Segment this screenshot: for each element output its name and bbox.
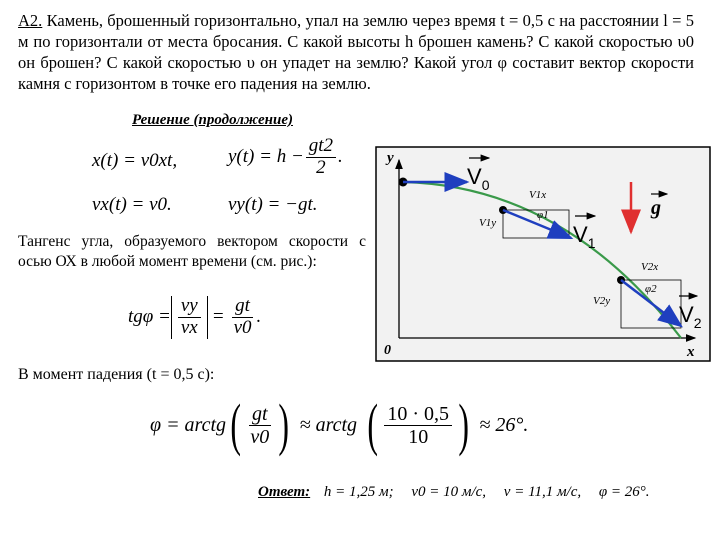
origin-label: 0	[384, 343, 391, 358]
solution-title: Решение (продолжение)	[132, 112, 293, 128]
answer-label: Ответ:	[258, 484, 311, 500]
vy-equation: vy(t) = −gt.	[228, 194, 318, 215]
vx-equation: vx(t) = v0.	[92, 194, 172, 215]
figure-frame	[376, 147, 710, 361]
v1-label: $V_1$	[573, 222, 596, 251]
phi2-label: φ2	[645, 283, 657, 295]
tg-end: .	[256, 306, 262, 328]
arctg-approx1: ≈ arctg	[299, 413, 358, 436]
tg-den2: v0	[233, 316, 252, 338]
problem-label: А2.	[18, 11, 43, 30]
trajectory-figure	[375, 146, 711, 362]
v2-label: $V_2$	[679, 302, 702, 331]
problem-statement	[18, 10, 694, 94]
tg-fraction2	[231, 296, 255, 339]
v2y-label: V2y	[593, 295, 611, 307]
answer-phi: φ = 26°.	[598, 484, 650, 500]
v1x-label: V1x	[529, 189, 547, 201]
arctg-den1: v0	[250, 425, 270, 448]
arctg-den2: 10	[408, 425, 429, 448]
answer-v0: v0 = 10 м/с,	[411, 484, 487, 500]
v1y-label: V1y	[479, 217, 497, 229]
problem-text: Камень, брошенный горизонтально, упал на землю через время t = 0,5 с на расстоянии l = 5 м по горизонтали от места бросания. С какой высоты h брошен камень? С какой скоростью υ0 он брошен? С какой скоростью υ он упадет на землю? Какой угол φ составит вектор скорости камня с горизонтом в точке его падения на землю.	[18, 11, 694, 93]
arctg-num1: gt	[249, 403, 271, 426]
x-equation: x(t) = v0xt,	[92, 150, 178, 171]
y-equation: y(t) = h − $\frac{gt2}{2}$ .	[228, 135, 343, 178]
y-eq-num: gt2	[306, 136, 336, 158]
arctg-num2: 10 · 0,5	[384, 403, 452, 426]
arctg-lhs: φ = arctg	[150, 413, 227, 436]
axis-y-label: y	[387, 150, 394, 166]
moment-text: В момент падения (t = 0,5 с):	[18, 366, 215, 383]
tg-den1: vx	[180, 316, 198, 338]
tg-formula	[128, 296, 261, 339]
gravity-label: g	[651, 197, 661, 219]
y-eq-den: 2	[316, 156, 326, 178]
tg-num1: vy	[178, 296, 201, 318]
arctg-approx2: ≈ 26°.	[479, 413, 529, 436]
tangent-text: Тангенс угла, образуемого вектором скорости с осью ОХ в любой момент времени (см. рис.):	[18, 233, 366, 270]
y-eq-lhs: y(t) = h −	[228, 146, 304, 168]
answer-h: h = 1,25 м;	[323, 484, 394, 500]
tg-num2: gt	[232, 296, 253, 318]
tg-abs-fraction	[171, 296, 208, 339]
answer-line	[258, 484, 650, 501]
arctg-fraction1	[247, 403, 272, 448]
phi1-label: φ1	[537, 209, 549, 221]
y-eq-fraction	[306, 136, 336, 179]
tg-lhs: tgφ =	[128, 306, 171, 328]
tg-eq: =	[211, 306, 225, 328]
v2x-label: V2x	[641, 261, 659, 273]
axis-x-label: x	[687, 344, 695, 360]
arctg-fraction2	[384, 403, 452, 448]
answer-v: v = 11,1 м/с,	[503, 484, 582, 500]
arctg-formula: φ = arctg ( $\frac{gt}{v0}$ ) ≈ arctg ( $\frac{10 \cdot 0,5}{10}$ ) ≈ 26°.	[150, 392, 529, 457]
v0-label: $V_0$	[467, 164, 490, 193]
